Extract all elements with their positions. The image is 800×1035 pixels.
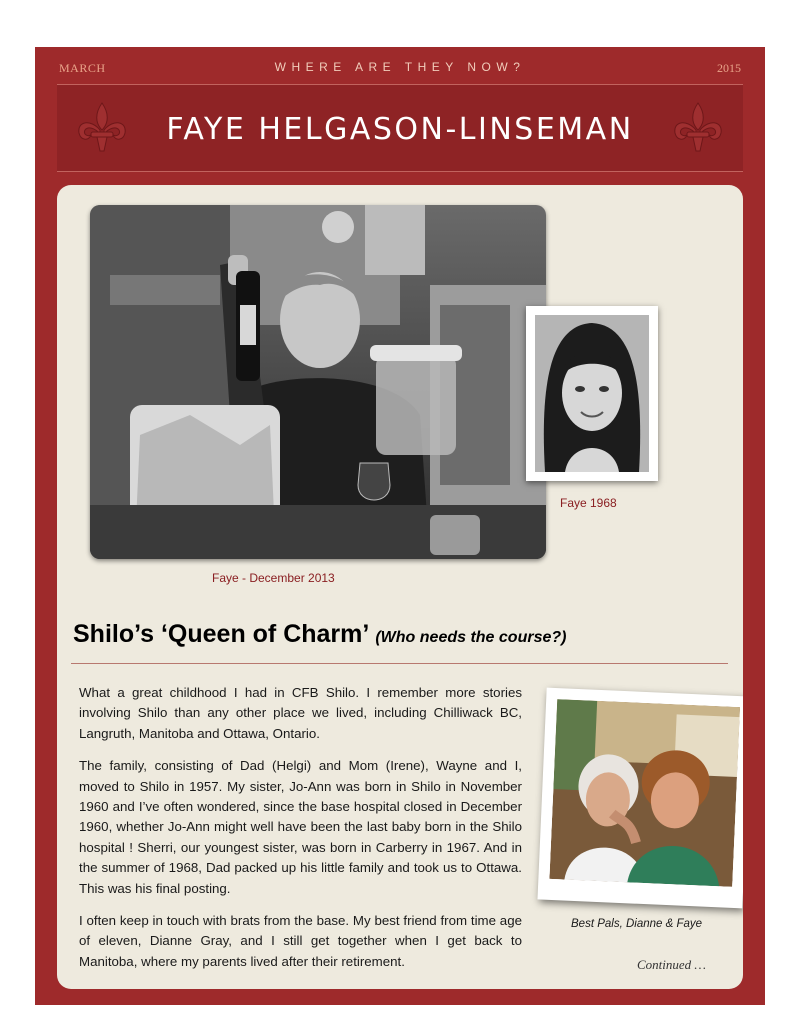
headline-divider xyxy=(71,663,728,664)
issue-year: 2015 xyxy=(717,61,741,75)
portrait-photo xyxy=(535,315,649,472)
main-photo-caption: Faye - December 2013 xyxy=(212,571,335,585)
top-bar xyxy=(35,47,765,85)
portrait-photo-frame xyxy=(526,306,658,481)
headline-aside: (Who needs the course?) xyxy=(375,629,567,646)
content-panel xyxy=(57,185,743,989)
paragraph: What a great childhood I had in CFB Shilo. I remember more stories involving Shilo than any other place we lived, including Chilliwack BC, Langruth, Manitoba and Ottawa, Ontario. xyxy=(79,685,522,741)
best-pals-caption: Best Pals, Dianne & Faye xyxy=(571,918,703,930)
newsletter-page xyxy=(35,47,765,1005)
paragraph: I often keep in touch with brats from the base. My best friend from time age of eleven, Dianne Gray, and I still get together when I get back to Manitoba, where my parents lived after their retirement. xyxy=(79,913,522,969)
fleur-de-lis-icon xyxy=(667,97,729,159)
headline-text: Shilo’s ‘Queen of Charm’ xyxy=(73,620,370,648)
best-pals-photo-frame xyxy=(537,688,743,909)
paragraph: The family, consisting of Dad (Helgi) and Mom (Irene), Wayne and I, moved to Shilo in 1957. My sister, Jo-Ann was born in Shilo in November 1960 and I’ve often wondered, since the base hospital closed in December 1960, whether Jo-Ann might well have been the last baby born in the Shilo hospital ! Sherri, our youngest sister, was born in Carberry in 1967. And in the summer of 1968, Dad packed up his little family and took us to Ottawa. This was his final posting. xyxy=(79,758,522,896)
best-pals-photo xyxy=(549,699,740,887)
profile-title: FAYE HELGASON-LINSEMAN xyxy=(166,112,634,147)
article-headline xyxy=(73,620,566,649)
main-photo xyxy=(90,205,546,559)
section-label: WHERE ARE THEY NOW? xyxy=(274,60,526,74)
issue-month: MARCH xyxy=(59,61,106,75)
article-body xyxy=(79,683,522,984)
title-band xyxy=(57,84,743,172)
continued-label: Continued … xyxy=(637,957,706,972)
portrait-caption: Faye 1968 xyxy=(560,496,617,510)
